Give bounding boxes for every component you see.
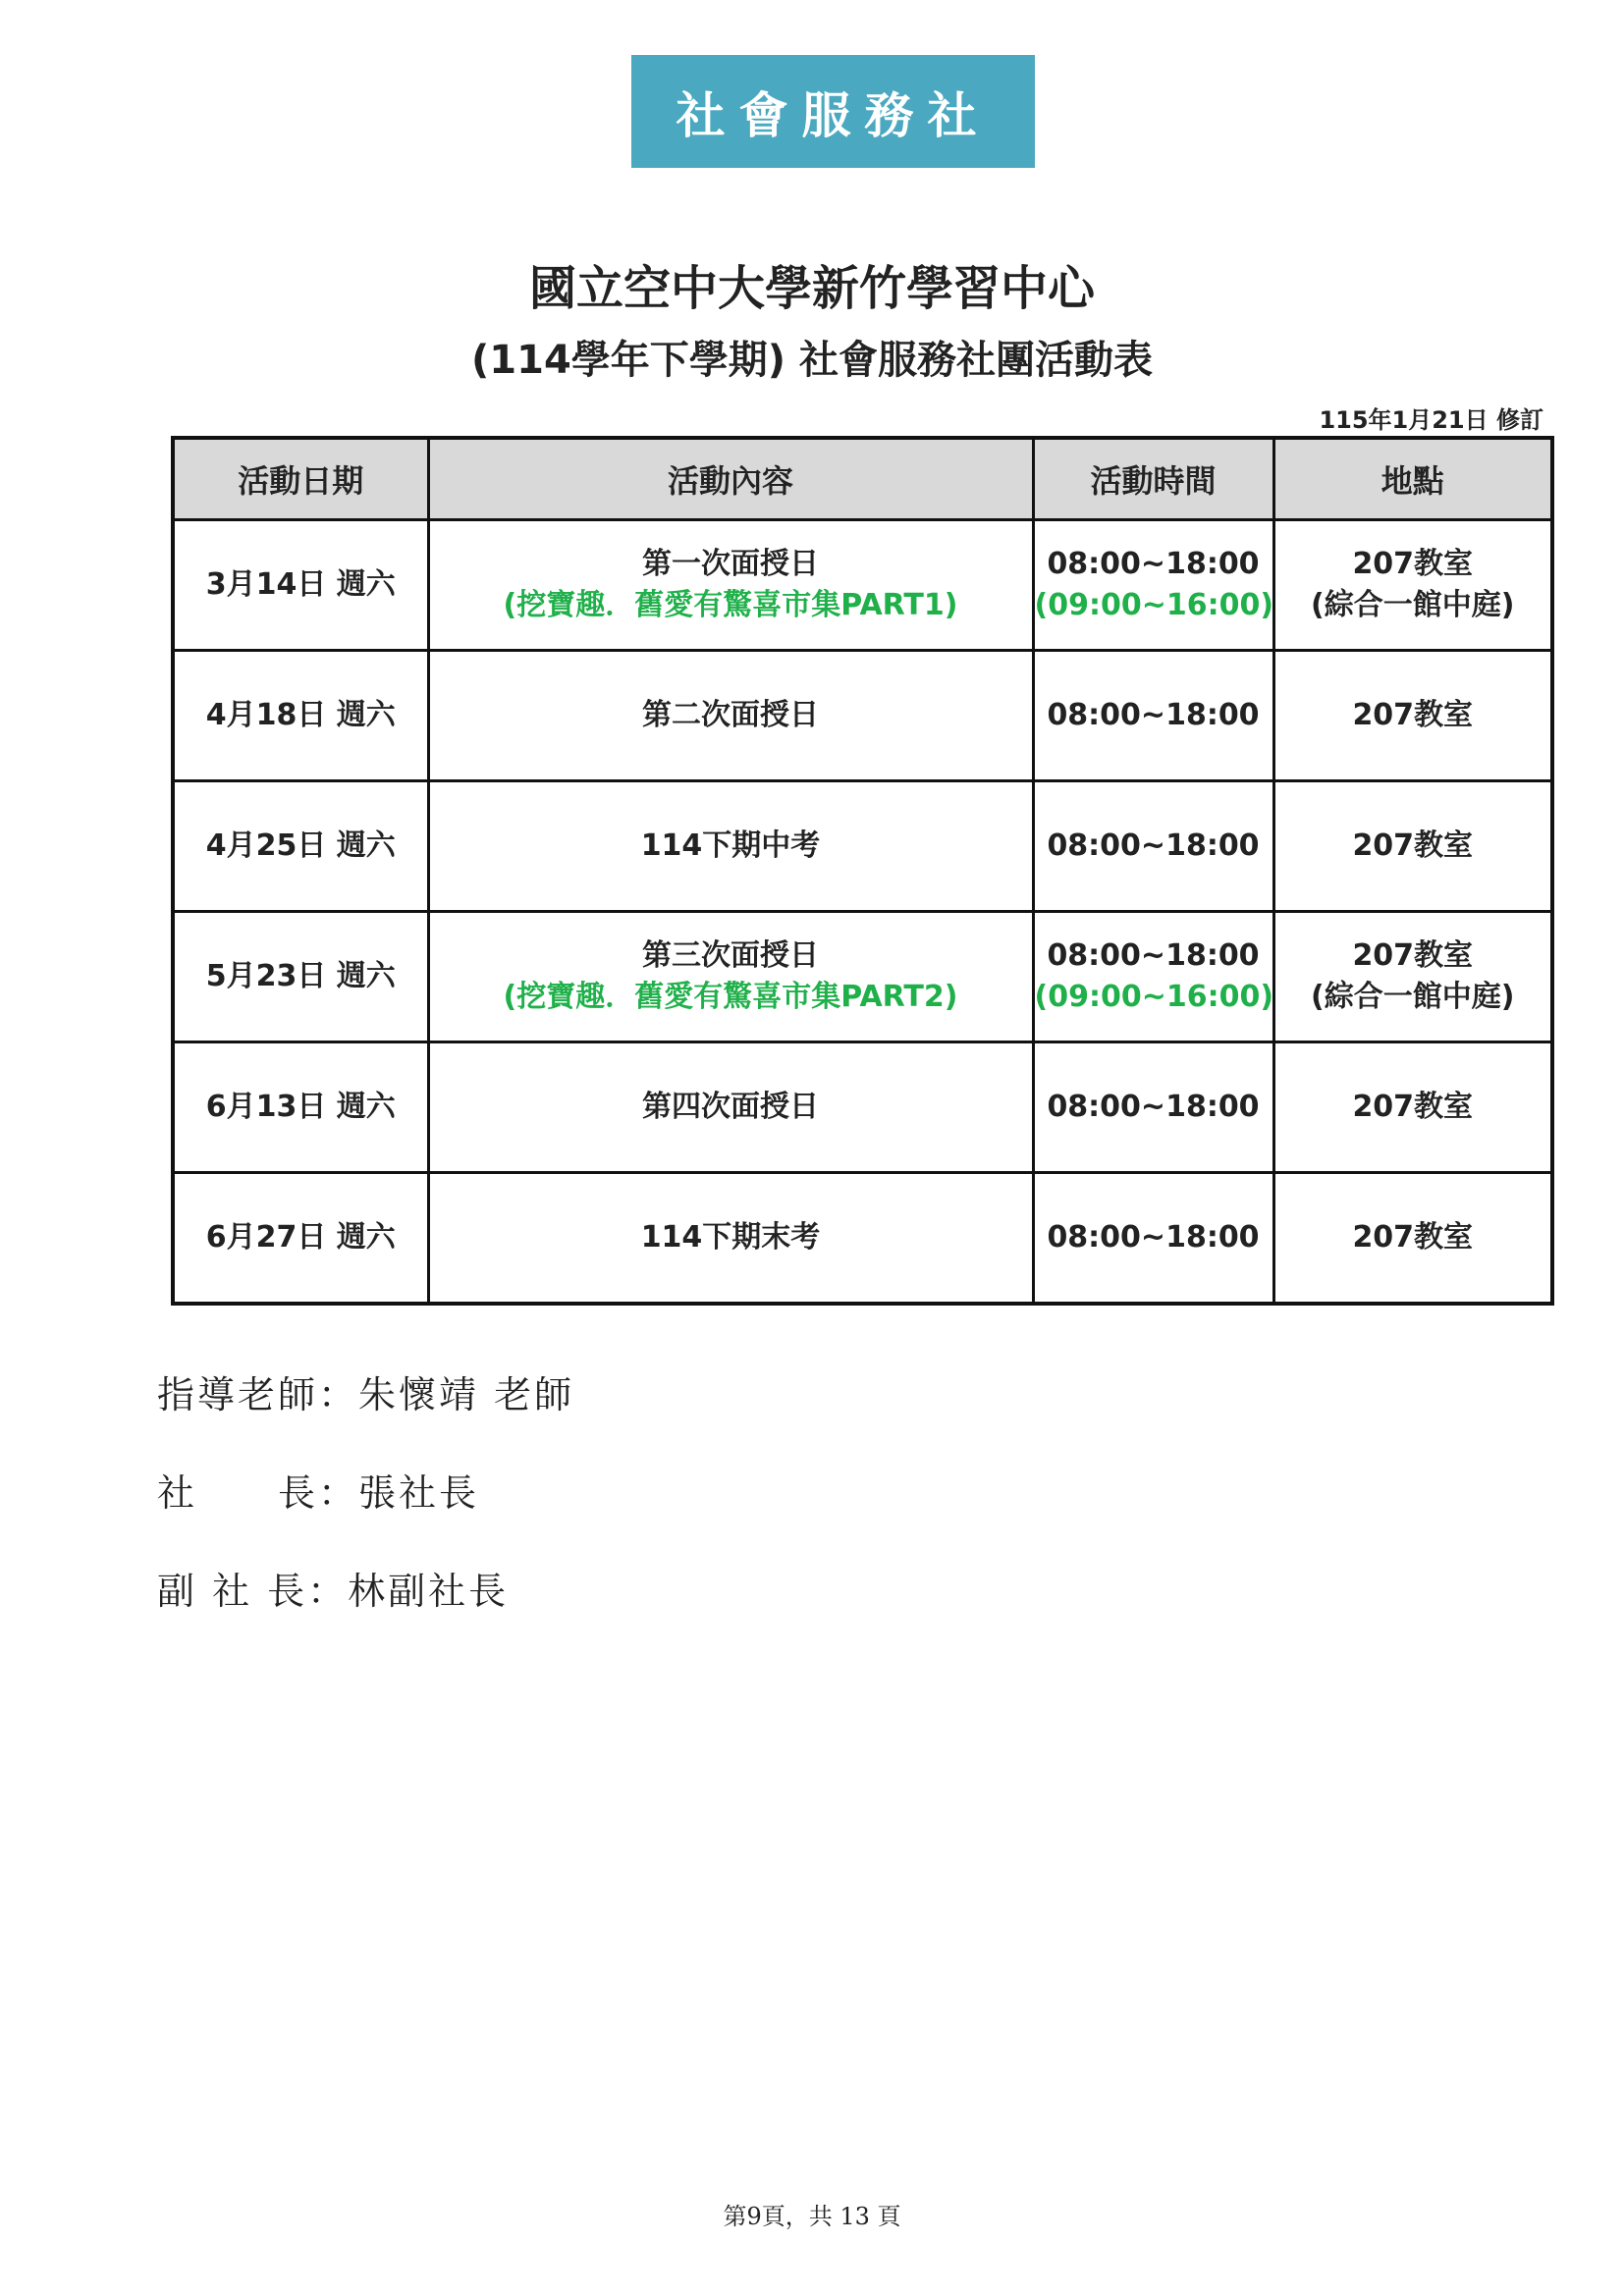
row-time: 08:00~18:00 — [1033, 1042, 1273, 1173]
row-date: 4月25日 週六 — [173, 781, 428, 912]
row-date: 6月27日 週六 — [173, 1173, 428, 1305]
table-row — [173, 520, 1552, 651]
page-subtitle: (114學年下學期) 社會服務社團活動表 — [471, 338, 1153, 383]
content-main: 第一次面授日 — [642, 547, 819, 581]
row-time — [1033, 520, 1273, 651]
row-content — [428, 520, 1033, 651]
time-main: 08:00~18:00 — [1047, 938, 1260, 973]
table-row — [173, 912, 1552, 1042]
row-content: 第二次面授日 — [428, 651, 1033, 781]
table-row-exam — [173, 781, 1552, 912]
content-sub: (挖寶趣．舊愛有驚喜市集PART1) — [503, 588, 958, 622]
row-place: 207教室 — [1273, 651, 1552, 781]
row-place — [1273, 912, 1552, 1042]
content-sub: (挖寶趣．舊愛有驚喜市集PART2) — [503, 980, 958, 1014]
vice-president-line — [157, 1561, 509, 1615]
row-date: 6月13日 週六 — [173, 1042, 428, 1173]
content-main: 第三次面授日 — [642, 938, 819, 973]
row-content: 114下期末考 — [428, 1173, 1033, 1305]
row-date: 5月23日 週六 — [173, 912, 428, 1042]
table-row — [173, 651, 1552, 781]
row-time: 08:00~18:00 — [1033, 781, 1273, 912]
row-time: 08:00~18:00 — [1033, 651, 1273, 781]
row-content — [428, 912, 1033, 1042]
row-content: 114下期中考 — [428, 781, 1033, 912]
row-date: 3月14日 週六 — [173, 520, 428, 651]
table-row-exam — [173, 1173, 1552, 1305]
club-banner: 社會服務社 — [631, 55, 1035, 168]
time-sub: (09:00~16:00) — [1034, 588, 1274, 622]
page-title: 國立空中大學新竹學習中心 — [528, 261, 1095, 316]
revision-date: 115年1月21日 修訂 — [1319, 406, 1543, 434]
time-sub: (09:00~16:00) — [1034, 980, 1274, 1014]
advisor-name: 朱懷靖 老師 — [358, 1373, 575, 1416]
place-sub: (綜合一館中庭) — [1311, 588, 1515, 622]
advisor-label: 指導老師： — [157, 1373, 359, 1416]
time-main: 08:00~18:00 — [1047, 547, 1260, 581]
page-number: 第9頁，共 13 頁 — [723, 2203, 901, 2230]
vice-president-name: 林副社長 — [348, 1570, 510, 1613]
activity-table — [171, 436, 1554, 1306]
president-line — [157, 1463, 479, 1517]
place-sub: (綜合一館中庭) — [1311, 980, 1515, 1014]
row-place: 207教室 — [1273, 1042, 1552, 1173]
vice-president-label: 副 社 長： — [157, 1570, 349, 1613]
column-header-place: 地點 — [1273, 438, 1552, 520]
table-row — [173, 1042, 1552, 1173]
row-date: 4月18日 週六 — [173, 651, 428, 781]
row-place: 207教室 — [1273, 1173, 1552, 1305]
column-header-content: 活動內容 — [428, 438, 1033, 520]
president-name: 張社長 — [358, 1471, 480, 1515]
column-header-date: 活動日期 — [173, 438, 428, 520]
place-main: 207教室 — [1352, 938, 1474, 973]
place-main: 207教室 — [1352, 547, 1474, 581]
row-place — [1273, 520, 1552, 651]
column-header-time: 活動時間 — [1033, 438, 1273, 520]
row-time: 08:00~18:00 — [1033, 1173, 1273, 1305]
president-label: 社 長： — [157, 1471, 359, 1515]
row-content: 第四次面授日 — [428, 1042, 1033, 1173]
row-place: 207教室 — [1273, 781, 1552, 912]
table-header-row — [173, 438, 1552, 520]
row-time — [1033, 912, 1273, 1042]
advisor-line — [157, 1364, 574, 1418]
